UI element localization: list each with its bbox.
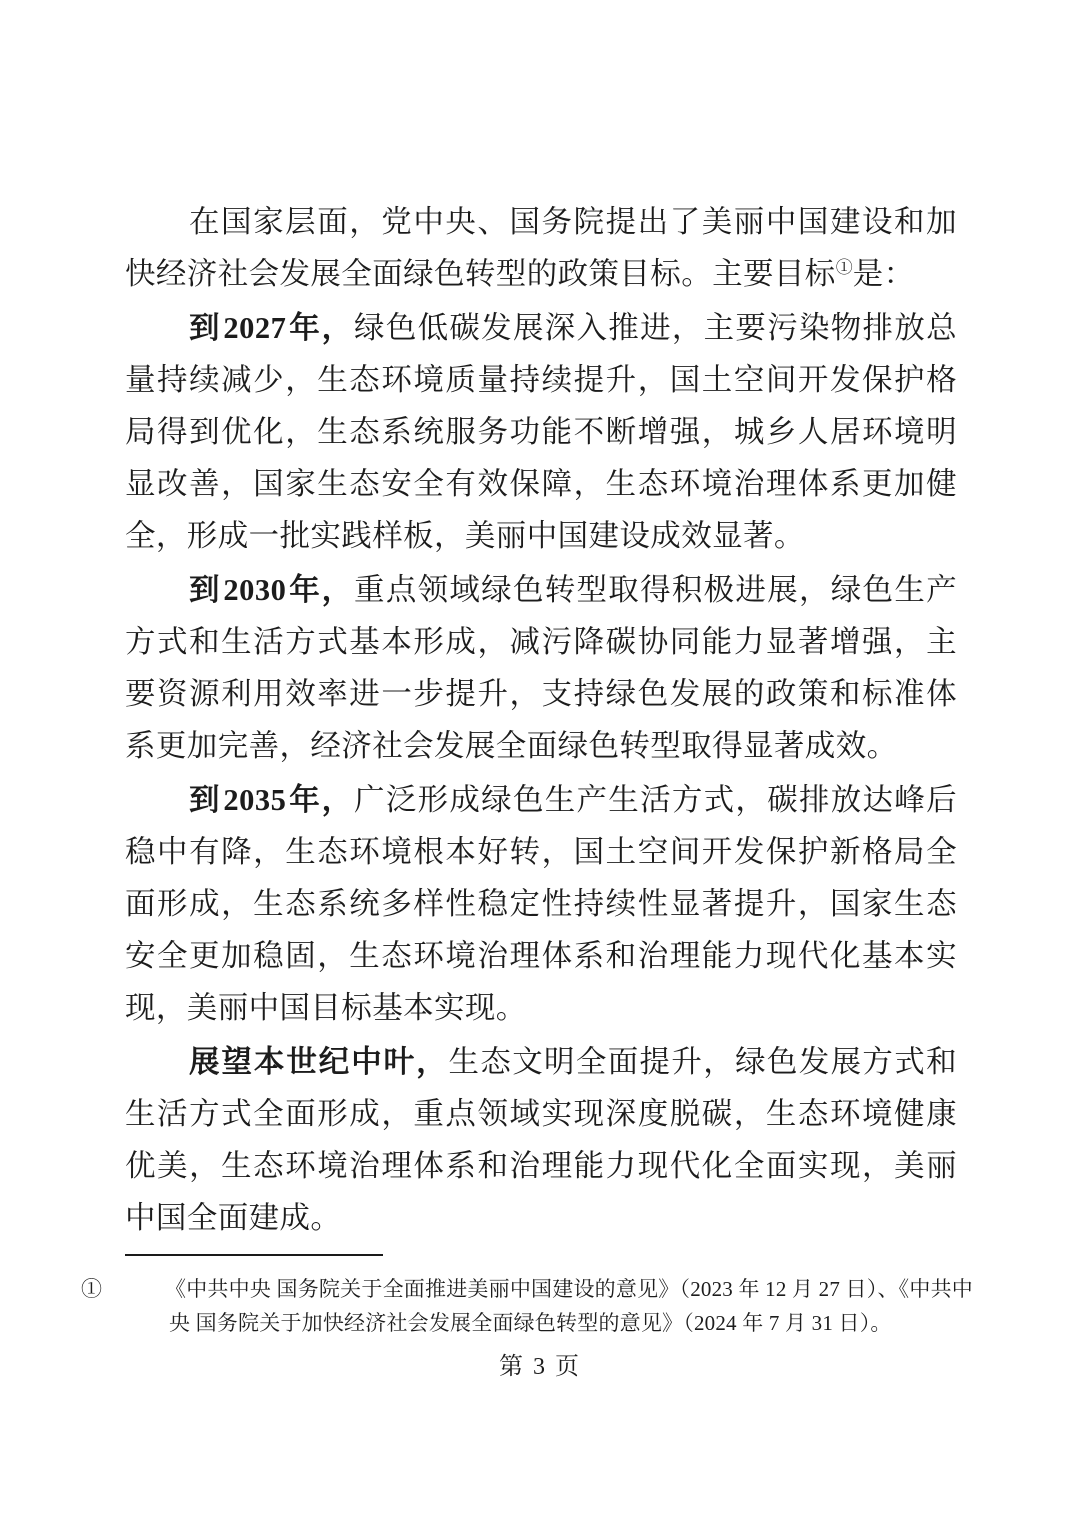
goal-2030-lead-tail: 年， [288, 573, 355, 607]
footnote-reference-marker[interactable]: ① [835, 257, 853, 277]
footnote-entry [81, 1272, 973, 1340]
paragraph-intro-tail: 是： [852, 257, 915, 291]
paragraph-goal-2035 [125, 774, 957, 1034]
goal-2027-text: 绿色低碳发展深入推进，主要污染物排放总量持续减少，生态环境质量持续提升，国土空间开发保护格局得到优化，生态系统服务功能不断增强，城乡人居环境明显改善，国家生态安全有效保障，生态环境治理体系更加健全，形成一批实践样板，美丽中国建设成效显著。 [125, 311, 958, 553]
paragraph-goal-2027 [125, 302, 957, 562]
goal-2027-lead: 到 [189, 311, 222, 345]
paragraph-goal-2030 [125, 564, 957, 772]
document-body [125, 196, 957, 1246]
footnote-text: 《中共中央 国务院关于全面推进美丽中国建设的意见》（2023 年 12 月 27 日）、《中共中央 国务院关于加快经济社会发展全面绿色转型的意见》（2024 年 7 月 31 日）。 [165, 1277, 973, 1335]
goal-2035-text: 广泛形成绿色生产生活方式，碳排放达峰后稳中有降，生态环境根本好转，国土空间开发保护新格局全面形成，生态系统多样性稳定性持续性显著提升，国家生态安全更加稳固，生态环境治理体系和治理能力现代化基本实现，美丽中国目标基本实现。 [125, 783, 958, 1025]
outlook-lead: 展望本世纪中叶， [189, 1045, 449, 1079]
goal-2030-text: 重点领域绿色转型取得积极进展，绿色生产方式和生活方式基本形成，减污降碳协同能力显著增强，主要资源利用效率进一步提升，支持绿色发展的政策和标准体系更加完善，经济社会发展全面绿色转型取得显著成效。 [125, 573, 958, 763]
goal-2035-lead: 到 [189, 783, 222, 817]
goal-2030-year: 2030 [223, 573, 287, 607]
outlook-text: 生态文明全面提升，绿色发展方式和生活方式全面形成，重点领域实现深度脱碳，生态环境健康优美，生态环境治理体系和治理能力现代化全面实现，美丽中国全面建成。 [125, 1045, 957, 1235]
goal-2027-year: 2027 [223, 311, 287, 345]
footnote-separator-rule [125, 1254, 383, 1256]
paragraph-intro-text: 在国家层面，党中央、国务院提出了美丽中国建设和加快经济社会发展全面绿色转型的政策目标。主要目标 [125, 205, 957, 291]
goal-2035-lead-tail: 年， [288, 783, 355, 817]
paragraph-intro [125, 196, 957, 300]
goal-2035-year: 2035 [223, 783, 287, 817]
footnote-symbol: ① [81, 1277, 103, 1301]
page-number: 第 3 页 [499, 1354, 581, 1380]
footnote-block [81, 1272, 973, 1340]
paragraph-outlook-midcentury [125, 1036, 957, 1244]
goal-2027-lead-tail: 年， [288, 311, 355, 345]
goal-2030-lead: 到 [189, 573, 222, 607]
